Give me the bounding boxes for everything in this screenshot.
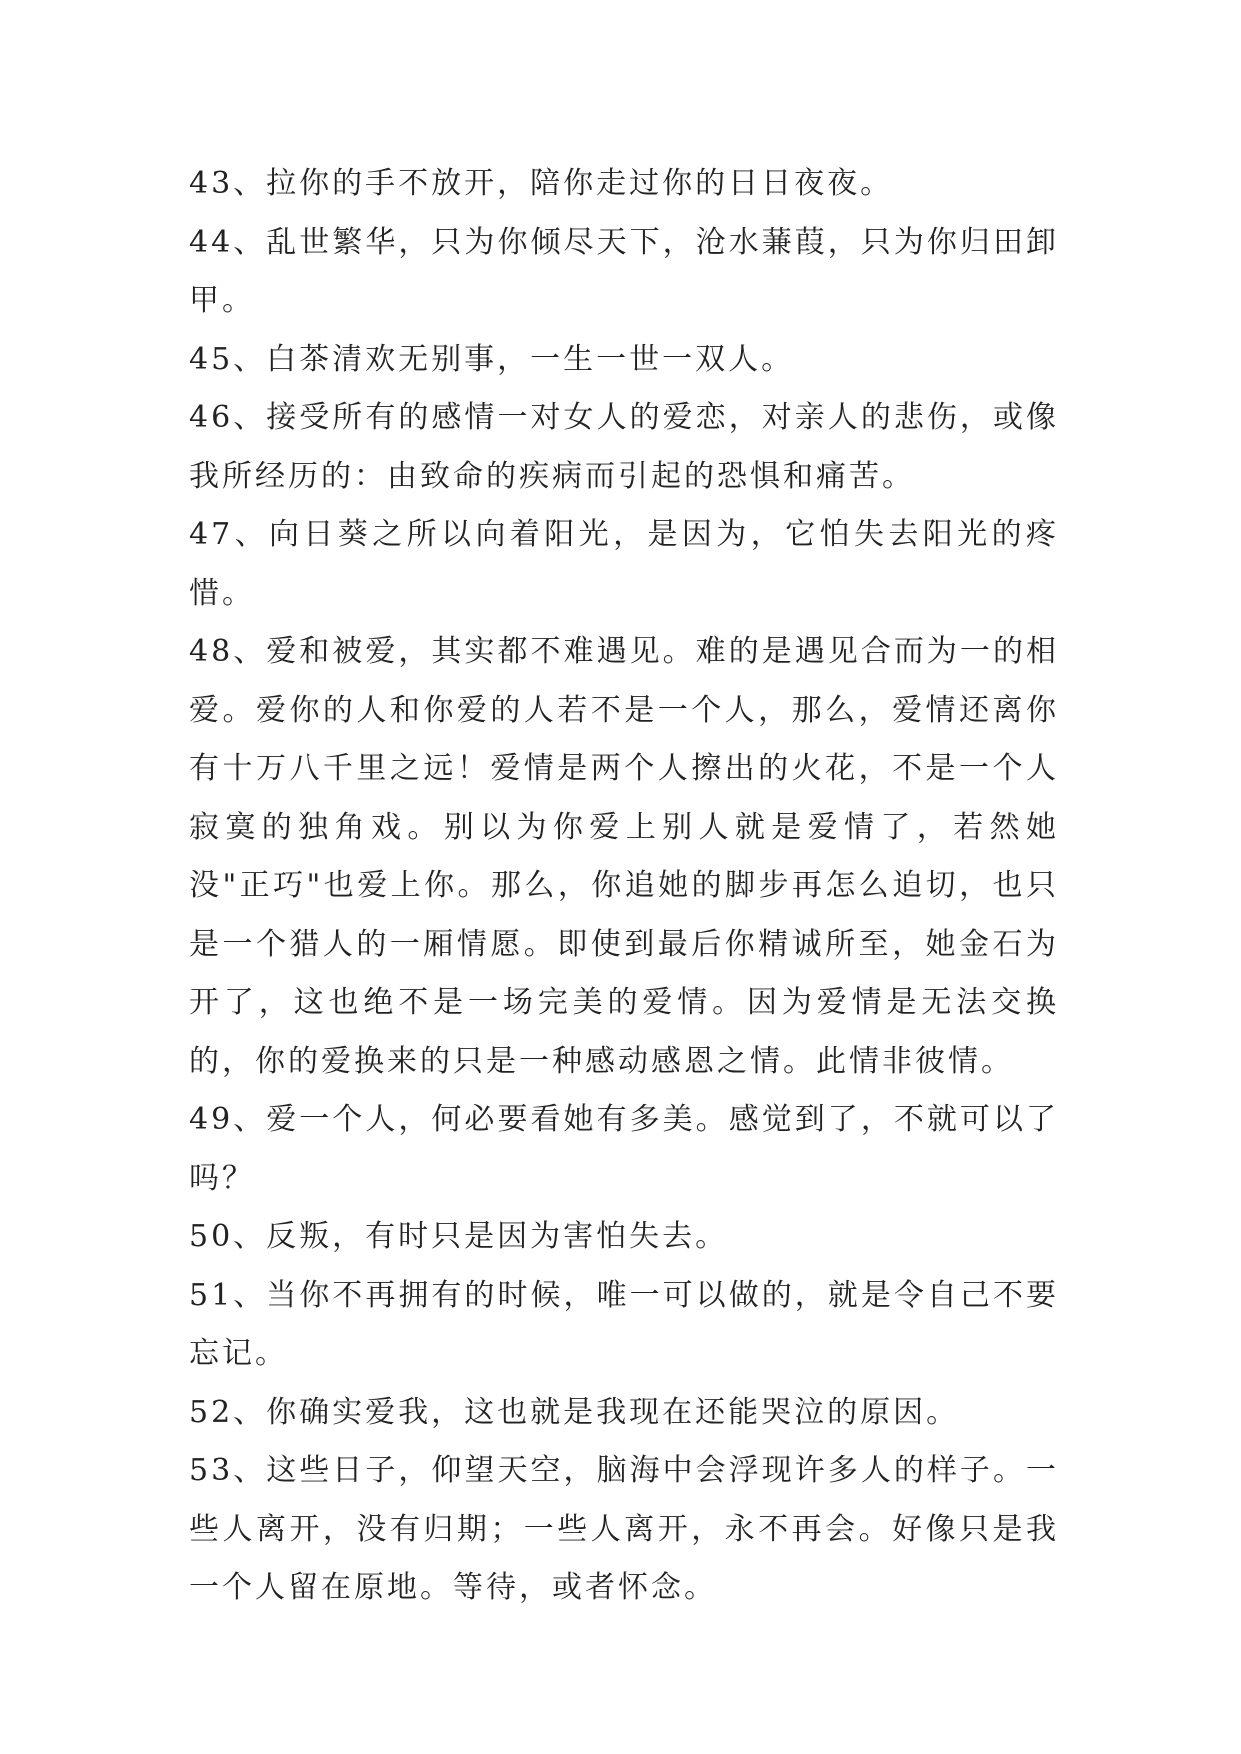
document-body [189,155,1059,1618]
list-item-53: 53、这些日子，仰望天空，脑海中会浮现许多人的样子。一些人离开，没有归期；一些人离开，永不再会。好像只是我一个人留在原地。等待，或者怀念。 [189,1453,1059,1605]
list-item-43: 43、拉你的手不放开，陪你走过你的日日夜夜。 [189,166,894,201]
list-item-46: 46、接受所有的感情一对女人的爱恋，对亲人的悲伤，或像我所经历的：由致命的疾病而引起的恐惧和痛苦。 [189,400,1059,494]
list-item-51: 51、当你不再拥有的时候，唯一可以做的，就是令自己不要忘记。 [189,1277,1059,1371]
list-item-49: 49、爱一个人，何必要看她有多美。感觉到了，不就可以了吗？ [189,1102,1059,1196]
list-item-47: 47、向日葵之所以向着阳光，是因为，它怕失去阳光的疼惜。 [189,517,1059,611]
list-item-44: 44、乱世繁华，只为你倾尽天下，沧水蒹葭，只为你归田卸甲。 [189,224,1059,318]
list-item-52: 52、你确实爱我，这也就是我现在还能哭泣的原因。 [189,1394,960,1430]
list-item-50: 50、反叛，有时只是因为害怕失去。 [189,1219,729,1254]
list-item-48: 48、爱和被爱，其实都不难遇见。难的是遇见合而为一的相爱。爱你的人和你爱的人若不是一个人，那么，爱情还离你有十万八千里之远！爱情是两个人擦出的火花，不是一个人寂寞的独角戏。别以为你爱上别人就是爱情了，若然她没"正巧"也爱上你。那么，你追她的脚步再怎么迫切，也只是一个猎人的一厢情愿。即使到最后你精诚所至，她金石为开了，这也绝不是一场完美的爱情。因为爱情是无法交换的，你的爱换来的只是一种感动感恩之情。此情非彼情。 [189,634,1059,1079]
list-item-45: 45、白茶清欢无别事，一生一世一双人。 [189,341,795,377]
